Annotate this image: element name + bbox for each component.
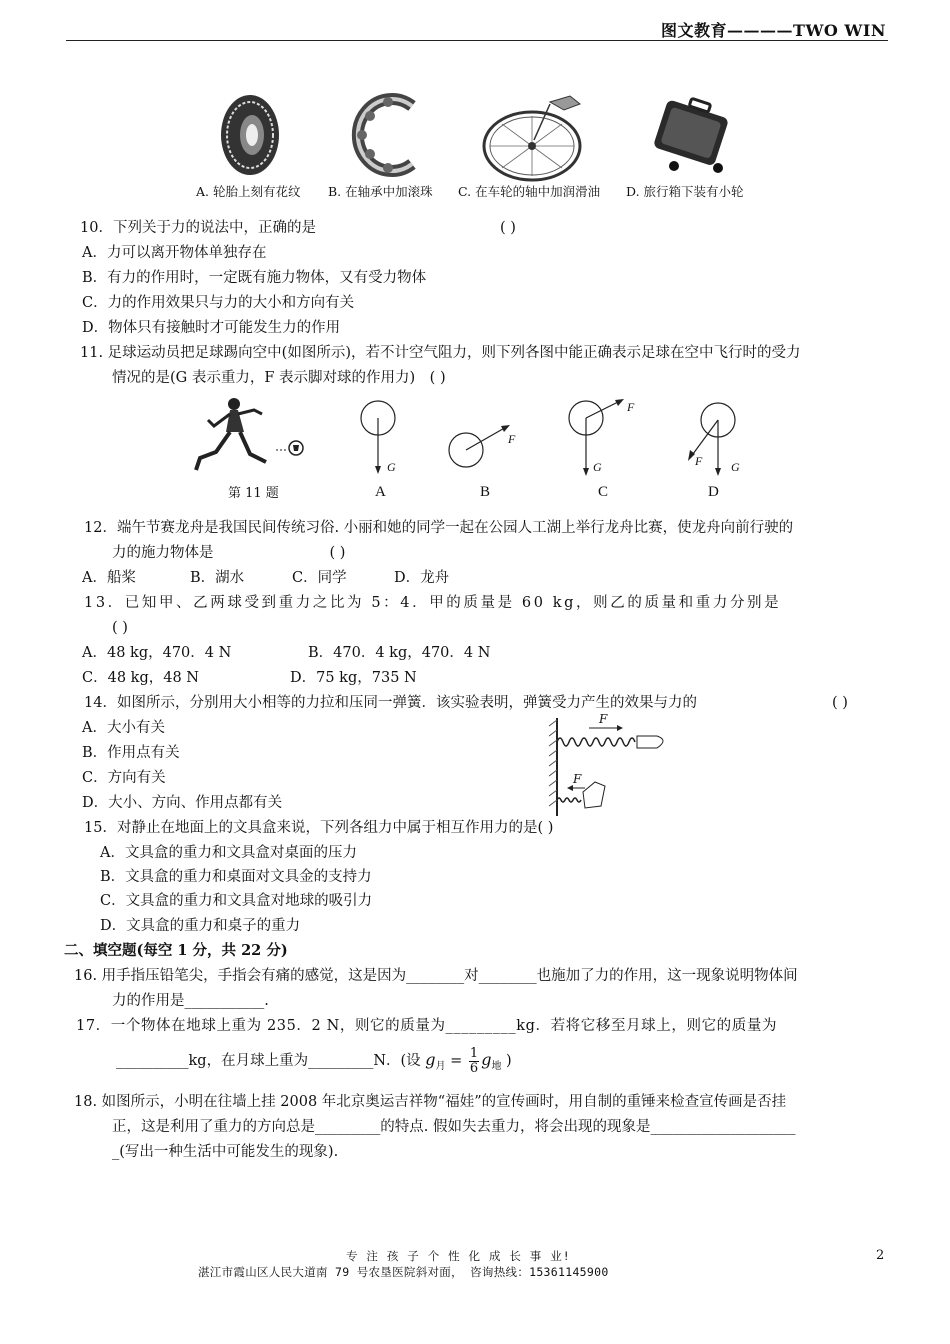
- q12-option-a: A．船桨: [82, 570, 136, 586]
- q11-diagram-a: [358, 400, 408, 480]
- q13-stem-line1: 13．已知甲、乙两球受到重力之比为 5：4．甲的质量是 60 kg，则乙的质量和重力分别是: [84, 595, 782, 611]
- q17-fraction-numerator: 1: [469, 1045, 479, 1061]
- q11-d-g-label: G: [731, 460, 740, 474]
- tire-image: [218, 92, 282, 178]
- q9-caption-b: B. 在轴承中加滚珠: [328, 184, 433, 199]
- q17-g-earth: g: [481, 1050, 492, 1069]
- q14-force-label-bottom: F: [573, 772, 582, 786]
- q15-option-c: C．文具盒的重力和文具盒对地球的吸引力: [100, 893, 373, 909]
- q9-caption-c: C. 在车轮的轴中加润滑油: [458, 184, 601, 199]
- q17-line2-text: __________kg，在月球上重为_________N．(设: [116, 1053, 421, 1069]
- suitcase-image: [646, 96, 736, 176]
- q15-option-d: D．文具盒的重力和桌子的重力: [100, 918, 301, 934]
- header-rule: [66, 40, 888, 41]
- q10-stem: 10．下列关于力的说法中，正确的是: [80, 220, 316, 236]
- q17-g-moon: g: [425, 1050, 436, 1069]
- q10-option-a: A．力可以离开物体单独存在: [82, 245, 267, 261]
- q14-paren: ( ): [832, 695, 848, 711]
- q14-option-d: D．大小、方向、作用点都有关: [82, 795, 283, 811]
- spring-diagram: [545, 716, 675, 818]
- q13-option-b: B．470．4 kg，470．4 N: [308, 645, 491, 661]
- q14-option-a: A．大小有关: [82, 720, 165, 736]
- q15-option-b: B．文具盒的重力和桌面对文具金的支持力: [100, 869, 372, 885]
- q14-option-b: B．作用点有关: [82, 745, 180, 761]
- footer-slogan: 专 注 孩 子 个 性 化 成 长 事 业!: [346, 1249, 571, 1263]
- q13-option-c: C．48 kg，48 N: [82, 670, 199, 686]
- q11-option-d-label: D: [708, 484, 719, 500]
- q11-stem-line1: 11. 足球运动员把足球踢向空中(如图所示)，若不计空气阻力，则下列各图中能正确表示足球在空中飞行时的受力: [80, 345, 801, 361]
- q15-option-a: A．文具盒的重力和文具盒对桌面的压力: [100, 845, 357, 861]
- page-number: 2: [876, 1248, 885, 1263]
- q10-option-c: C．力的作用效果只与力的大小和方向有关: [82, 295, 355, 311]
- q11-d-f-label: F: [695, 454, 703, 468]
- q14-spring-figure: [545, 712, 675, 818]
- footer-address: 湛江市霞山区人民大道南 79 号农垦医院斜对面， 咨询热线：15361145900: [198, 1265, 609, 1279]
- q12-option-b: B．湖水: [190, 570, 245, 586]
- q11-b-f-label: F: [508, 432, 516, 446]
- q13-option-d: D．75 kg，735 N: [290, 670, 417, 686]
- q11-stem-line2: 情况的是(G 表示重力，F 表示脚对球的作用力) ( ): [112, 370, 446, 386]
- q18-line3: _(写出一种生活中可能发生的现象).: [112, 1144, 339, 1160]
- q9-caption-a: A. 轮胎上刻有花纹: [196, 184, 301, 199]
- q17-line1: 17．一个物体在地球上重为 235．2 N，则它的质量为_________kg．若将它移至月球上，则它的质量为: [76, 1018, 778, 1034]
- q11-figure-caption: 第 11 题: [228, 486, 279, 501]
- q10-option-d: D．物体只有接触时才可能发生力的作用: [82, 320, 341, 336]
- q9-caption-d: D. 旅行箱下装有小轮: [626, 184, 744, 199]
- q11-c-f-label: F: [627, 400, 635, 414]
- q12-option-d: D．龙舟: [394, 570, 450, 586]
- q11-c-g-label: G: [593, 460, 602, 474]
- q17-fraction: [469, 1047, 479, 1076]
- q17-close-paren: ): [506, 1053, 512, 1069]
- q17-equals: =: [450, 1053, 463, 1069]
- soccer-player-image: [190, 396, 314, 476]
- q9-figure: [190, 88, 770, 206]
- q17-line2: [116, 1043, 512, 1084]
- q10-option-b: B．有力的作用时，一定既有施力物体，又有受力物体: [82, 270, 427, 286]
- section-fill-in-title: 二、填空题(每空 1 分，共 22 分): [64, 942, 288, 959]
- q16-line1: 16. 用手指压铅笔尖，手指会有痛的感觉，这是因为________对________也施加了力的作用，这一现象说明物体间: [74, 968, 798, 984]
- q14-stem: 14．如图所示，分别用大小相等的力拉和压同一弹簧．该实验表明，弹簧受力产生的效果与力的: [84, 695, 697, 711]
- q11-option-a-label: A: [375, 484, 386, 500]
- q16-line2: 力的作用是___________.: [112, 993, 269, 1009]
- q17-fraction-denominator: 6: [469, 1060, 479, 1076]
- q14-force-label-top: F: [599, 712, 608, 726]
- q11-option-b-label: B: [480, 484, 491, 500]
- q10-paren: ( ): [500, 220, 516, 236]
- q17-sub-moon: 月: [435, 1060, 446, 1072]
- q12-stem-line1: 12．端午节赛龙舟是我国民间传统习俗. 小丽和她的同学一起在公园人工湖上举行龙舟比赛，使龙舟向前行驶的: [84, 520, 794, 536]
- q13-option-a: A．48 kg，470．4 N: [82, 645, 232, 661]
- bearing-image: [350, 92, 430, 178]
- q13-stem-line2: ( ): [112, 620, 128, 636]
- wheel-oil-image: [480, 94, 590, 184]
- q12-option-c: C．同学: [292, 570, 347, 586]
- page-header-title: 图文教育————TWO WIN: [661, 21, 886, 40]
- q12-stem-line2: 力的施力物体是 ( ): [112, 545, 346, 561]
- q15-stem: 15．对静止在地面上的文具盒来说，下列各组力中属于相互作用力的是( ): [84, 820, 554, 836]
- q18-line1: 18. 如图所示，小明在往墙上挂 2008 年北京奥运吉祥物“福娃”的宣传画时，用自制的重锤来检查宣传画是否挂: [74, 1094, 787, 1110]
- q18-line2: 正，这是利用了重力的方向总是_________的特点. 假如失去重力，将会出现的现象是____________________: [112, 1119, 796, 1135]
- q17-sub-earth: 地: [491, 1060, 502, 1072]
- q14-option-c: C．方向有关: [82, 770, 166, 786]
- q11-option-c-label: C: [598, 484, 609, 500]
- q11-a-g-label: G: [387, 460, 396, 474]
- q11-figure: [190, 392, 770, 504]
